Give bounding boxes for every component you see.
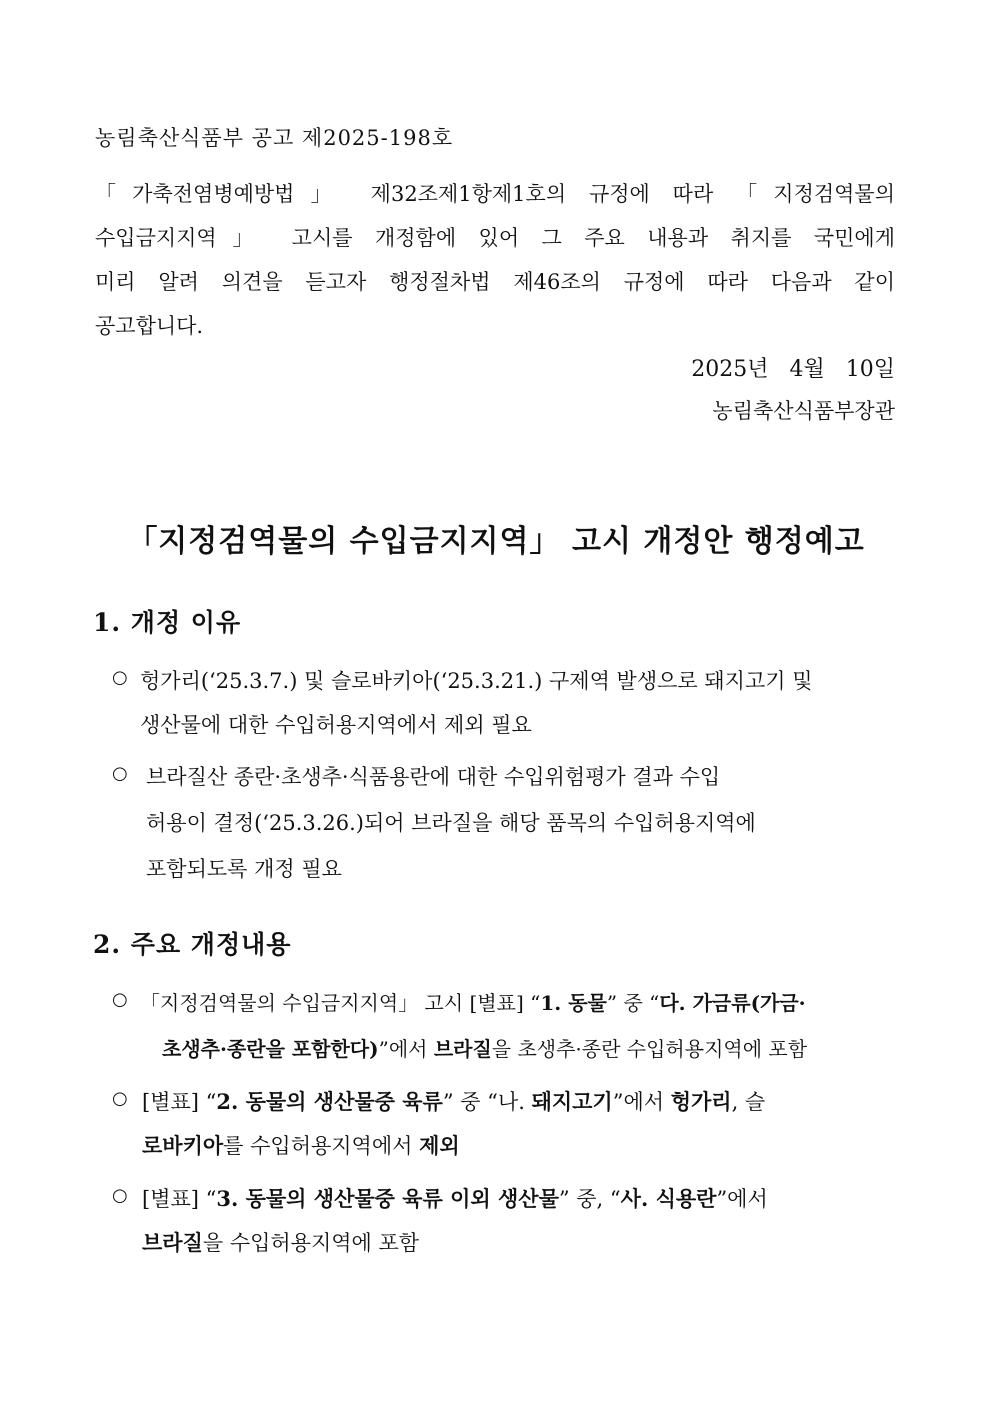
item-text: 로바키아를 수입허용지역에서 제외	[142, 1133, 460, 1158]
item-text: [별표] “3. 동물의 생산물중 육류 이외 생산물” 중, “사. 식용란”에서	[142, 1186, 768, 1211]
bullet-icon: ○	[112, 989, 128, 1010]
intro-paragraph	[95, 172, 895, 348]
intro-line: 공고합니다.	[95, 314, 204, 338]
item-text: 생산물에 대한 수입허용지역에서 제외 필요	[140, 713, 532, 737]
intro-line: 수입금지지역」 고시를 개정함에 있어 그 주요 내용과 취지를 국민에게	[95, 226, 895, 250]
item-text: 「지정검역물의 수입금지지역」 고시 [별표] “1. 동물” 중 “다. 가금류(가금·	[140, 991, 806, 1015]
section-heading-main-changes: 2. 주요 개정내용	[93, 930, 292, 959]
section-heading-reason: 1. 개정 이유	[93, 608, 242, 637]
item-text: 포함되도록 개정 필요	[146, 857, 342, 881]
item-text: 허용이 결정(‘25.3.26.)되어 브라질을 해당 품목의 수입허용지역에	[146, 811, 756, 835]
notice-number: 농림축산식품부 공고 제2025-198호	[95, 126, 454, 150]
notice-date: 2025년 4월 10일	[691, 357, 895, 382]
intro-line: 미리 알려 의견을 듣고자 행정절차법 제46조의 규정에 따라 다음과 같이	[95, 270, 895, 294]
item-text: [별표] “2. 동물의 생산물중 육류” 중 “나. 돼지고기”에서 헝가리, 슬	[142, 1089, 766, 1114]
item-text: 브라질산 종란·초생추·식품용란에 대한 수입위험평가 결과 수입	[146, 765, 721, 789]
item-text: 초생추·종란을 포함한다)”에서 브라질을 초생추·종란 수입허용지역에 포함	[162, 1037, 808, 1061]
document-title: 「지정검역물의 수입금지지역」 고시 개정안 행정예고	[127, 524, 865, 559]
item-text: 헝가리(‘25.3.7.) 및 슬로바키아(‘25.3.21.) 구제역 발생으로 돼지고기 및	[140, 669, 813, 693]
bullet-icon: ○	[112, 1088, 128, 1109]
issuer: 농림축산식품부장관	[712, 399, 895, 423]
bullet-icon: ○	[112, 667, 128, 688]
item-text: 브라질을 수입허용지역에 포함	[142, 1230, 420, 1255]
bullet-icon: ○	[112, 763, 128, 784]
intro-line: 「가축전염병예방법」 제32조제1항제1호의 규정에 따라 「지정검역물의	[95, 182, 895, 206]
bullet-icon: ○	[112, 1185, 128, 1206]
